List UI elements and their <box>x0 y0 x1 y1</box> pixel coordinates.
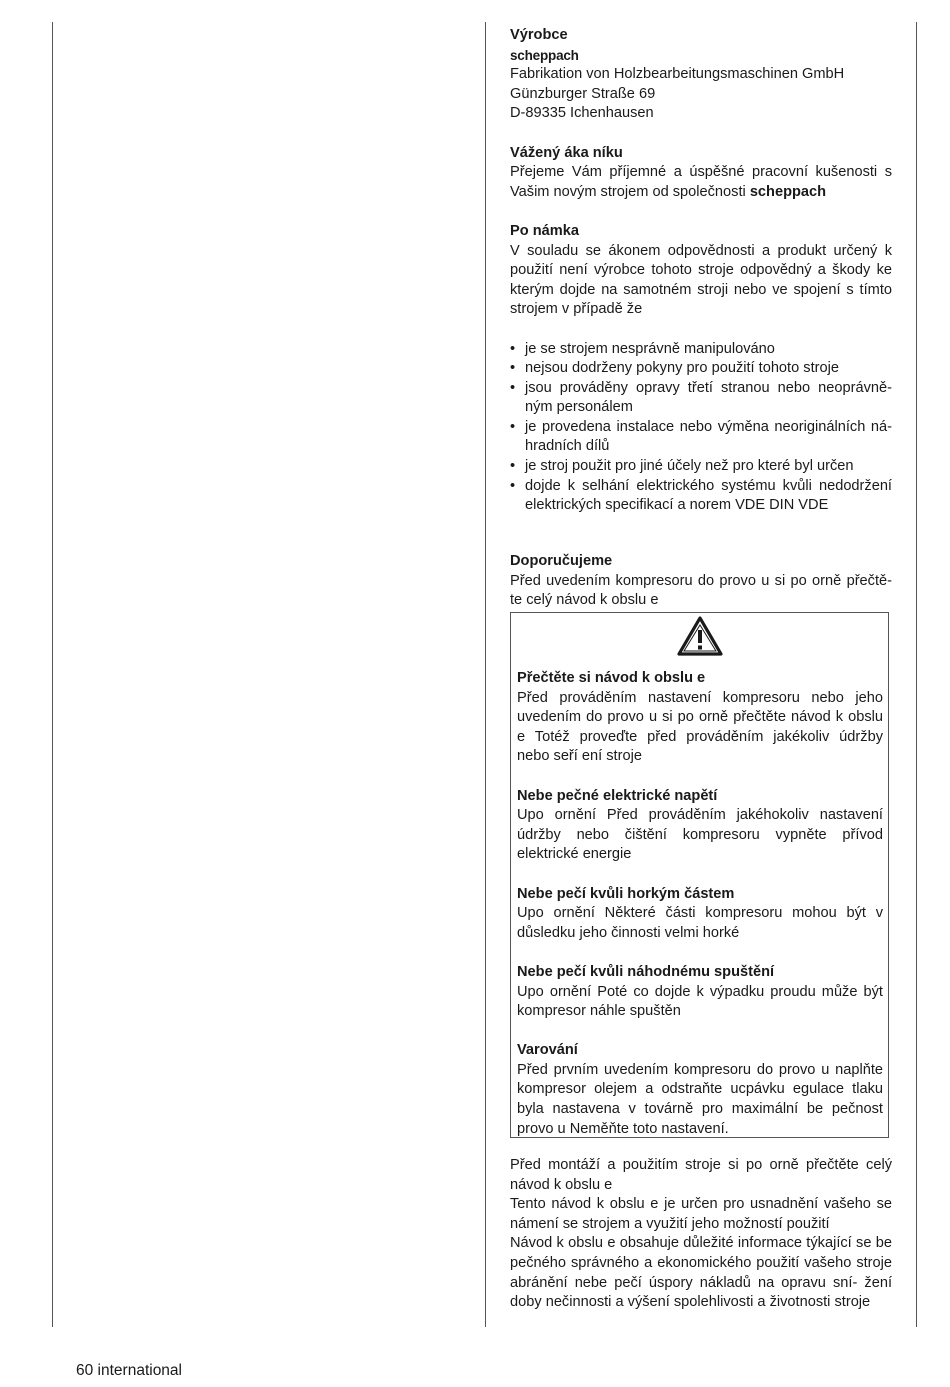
safety-warning-box <box>510 612 889 1138</box>
warning-triangle-icon <box>677 616 723 656</box>
manufacturer-line: D-89335 Ichenhausen <box>510 105 654 122</box>
recommend-section <box>510 552 892 611</box>
list-item: • jsou prováděny opravy třetí stranou nebo neoprávně- ným personálem <box>510 379 892 418</box>
closing-section <box>510 1156 892 1313</box>
page-footer: 60 international <box>76 1362 182 1379</box>
liability-list <box>510 340 892 516</box>
warning-heading: Přečtěte si návod k obslu e <box>517 670 706 686</box>
note-heading: Po námka <box>510 222 579 239</box>
warning-paragraph: Upo ornění Některé části kompresoru mohou být v důsledku jeho činnosti velmi horké <box>517 905 883 941</box>
manufacturer-line: Fabrikation von Holzbearbeitungsmaschinen GmbH <box>510 66 845 83</box>
greeting-brand: scheppach <box>749 183 827 200</box>
warning-paragraph: Upo ornění Poté co dojde k výpadku proudu může být kompresor náhle spuštěn <box>517 983 883 1020</box>
manufacturer-brand: scheppach <box>510 47 579 63</box>
warning-paragraph: Upo ornění Před prováděním jakéhokoliv nastavení údržby nebo čištění kompresoru vypněte přívod elektrické energie <box>517 807 883 863</box>
list-item: • dojde k selhání elektrického systému kvůli nedodržení elektrických specifikací a norem VDE DIN VDE <box>510 477 892 516</box>
warning-heading: Nebe pečí kvůli horkým částem <box>517 885 735 902</box>
column-divider-rule <box>485 22 486 1327</box>
list-item: • je provedena instalace nebo výměna neoriginálních ná- hradních dílů <box>510 418 892 457</box>
upper-text-column <box>510 26 892 516</box>
warning-heading: Nebe pečné elektrické napětí <box>517 787 718 804</box>
greeting-text: Přejeme Vám příjemné a úspěšné pracovní kušenosti s Vašim novým strojem od společnosti scheppach <box>510 164 892 200</box>
left-page-rule <box>52 22 53 1327</box>
warning-heading: Nebe pečí kvůli náhodnému spuštění <box>517 963 775 980</box>
recommend-heading: Doporučujeme <box>510 553 613 569</box>
list-item: • je se strojem nesprávně manipulováno <box>510 340 892 360</box>
greeting-heading: Vážený áka níku <box>510 144 623 161</box>
closing-paragraph: Tento návod k obslu e je určen pro usnadnění vašeho se námení se strojem a využití jeho možností použití <box>510 1196 892 1232</box>
recommend-text: Před uvedením kompresoru do provo u si po orně přečtě- te celý návod k obslu e <box>510 572 892 609</box>
warning-heading: Varování <box>517 1042 578 1059</box>
closing-paragraph: Návod k obslu e obsahuje důležité informace týkající se be pečného správného a ekonomického použití vašeho stroje abránění nebe pečí úspory nákladů na opravu sní- žení doby nečinnosti a výšení spolehlivosti a životnosti stroje <box>510 1235 892 1311</box>
manufacturer-line: Günzburger Straße 69 <box>510 85 656 102</box>
note-text: V souladu se ákonem odpovědnosti a produkt určený k použití není výrobce tohoto stroje odpovědný a škody ke kterým dojde na samotném stroji nebo ve spojení s tímto strojem v případě že <box>510 242 892 318</box>
list-item: • je stroj použit pro jiné účely než pro které byl určen <box>510 457 892 477</box>
right-page-rule <box>916 22 917 1327</box>
warning-text <box>517 669 883 1139</box>
warning-paragraph: Před prvním uvedením kompresoru do provo u naplňte kompresor olejem a odstraňte ucpávku egulace tlaku byla nastavena v továrně pro maximální be pečnost provo u Neměňte toto nastavení. <box>517 1061 883 1137</box>
closing-paragraph: Před montáží a použitím stroje si po orně přečtěte celý návod k obslu e <box>510 1157 892 1193</box>
manufacturer-heading: Výrobce <box>510 27 568 43</box>
warning-paragraph: Před prováděním nastavení kompresoru nebo jeho uvedením do provo u si po orně přečtěte návod k obslu e Totéž proveďte před prováděním jakékoliv údržby nebo seří ení stroje <box>517 689 883 765</box>
list-item: • nejsou dodrženy pokyny pro použití tohoto stroje <box>510 359 892 379</box>
